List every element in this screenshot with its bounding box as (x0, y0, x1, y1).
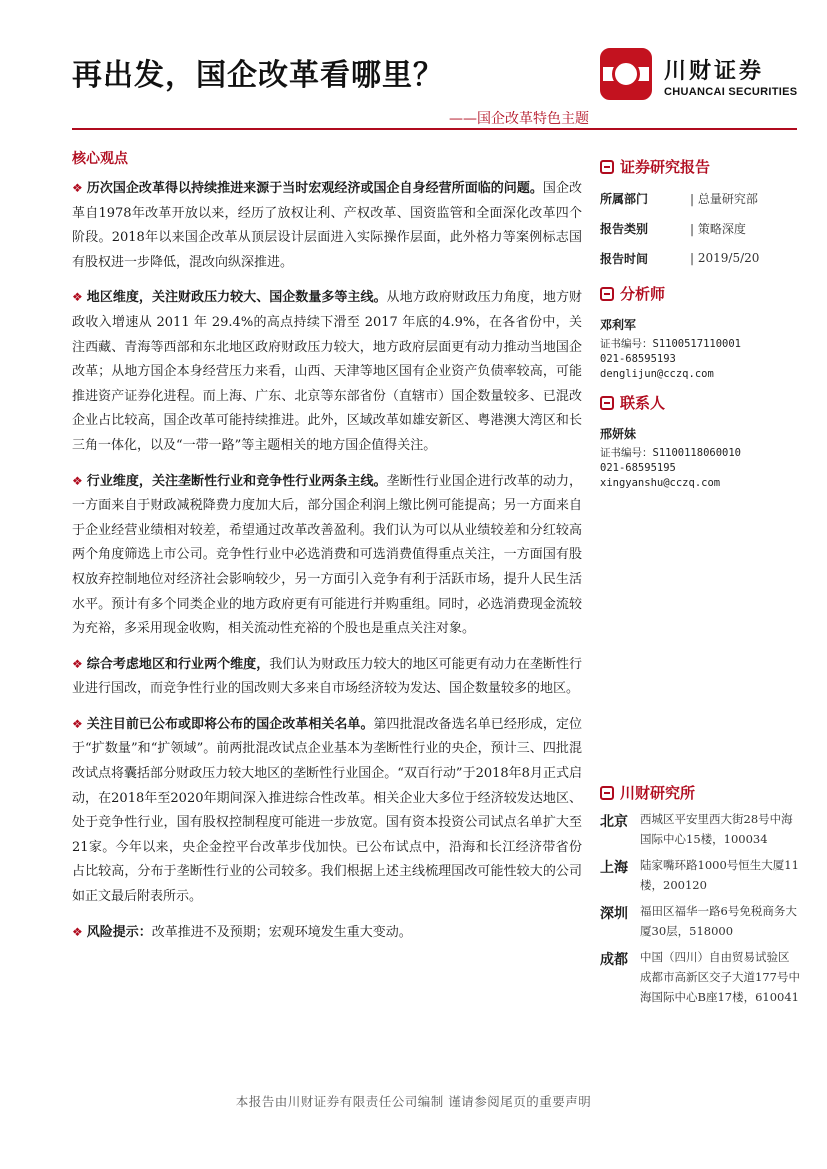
paragraph-lead: 关注目前已公布或即将公布的国企改革相关名单。 (86, 716, 374, 732)
office-address: 中国（四川）自由贸易试验区成都市高新区交子大道177号中海国际中心B座17楼，610041 (640, 950, 800, 1004)
contact-heading-text: 联系人 (620, 394, 666, 412)
logo-mark-icon (600, 48, 652, 100)
analyst-email[interactable]: denglijun@cczq.com (600, 368, 714, 380)
office-shanghai (600, 855, 800, 895)
analyst-card (600, 316, 800, 382)
paragraph-body: 我们认为财政压力较大的地区可能更有动力在垄断性行业进行国改，而竞争性行业的国改则大多来自市场经济较为发达、国企数量较多的地区。 (72, 656, 582, 697)
report-icon (600, 160, 614, 174)
diamond-bullet-icon: ❖ (72, 656, 83, 671)
office-address: 西城区平安里西大街28号中海国际中心15楼，100034 (640, 812, 793, 846)
paragraph-lead: 综合考虑地区和行业两个维度， (86, 656, 270, 672)
contact-icon (600, 396, 614, 410)
office-city: 成都 (600, 952, 628, 968)
paragraph-body: 改革推进不及预期；宏观环境发生重大变动。 (151, 924, 412, 940)
report-subtitle: ——国企改革特色主题 (449, 111, 589, 127)
diamond-bullet-icon: ❖ (72, 924, 83, 939)
paragraph-lists (72, 712, 582, 910)
analyst-name: 邓利军 (600, 318, 637, 332)
contact-cert: 证书编号：S1100118060010 (600, 447, 742, 459)
paragraph-body: 国企改革自1978年改革开放以来，经历了放权让利、产权改革、国资监管和全面深化改革四个阶段。2018年以来国企改革从顶层设计层面进入实际操作层面，此外格力等案例标志国有股权进一步降低，混改向纵深推进。 (72, 181, 582, 270)
contact-phone: 021-68595195 (600, 462, 676, 474)
info-row-department (600, 183, 800, 213)
paragraph-body: 垄断性行业国企进行改革的动力，一方面来自于财政减税降费力度加大后，部分国企利润上缴比例可能提高；另一方面来自于企业经营业绩相对较差，希望通过改革改善盈利。我们认为可以从业绩较差和分红较高两个角度筛选上市公司。竞争性行业中必选消费和可选消费值得重点关注，一方面国有股权放弃控制地位对经济社会影响较少，另一方面引入竞争有利于活跃市场，提升人民生活水平。预计有多个同类企业的地方政府更有可能进行并购重组。同时，必选消费现金流较为充裕，多采用现金收购，相关流动性充裕的个股也是重点关注对象。 (72, 473, 582, 637)
header-divider (72, 128, 797, 130)
paragraph-lead: 风险提示： (86, 924, 152, 940)
institute-icon (600, 786, 614, 800)
paragraph-lead: 行业维度，关注垄断性行业和竞争性行业两条主线。 (86, 473, 387, 489)
analyst-cert: 证书编号：S1100517110001 (600, 338, 742, 350)
office-city: 深圳 (600, 906, 628, 922)
logo-english-name: CHUANCAI SECURITIES (664, 86, 798, 98)
info-key: 报告时间 (600, 251, 649, 266)
paragraph-body: 第四批混改备选名单已经形成，定位于“扩数量”和“扩领域”。前两批混改试点企业基本为垄断性行业的央企，预计三、四批混改试点将囊括部分财政压力较大地区的垄断性行业国企。“双百行动”于2018年8月正式启动，在2018年至2020年期间深入推进综合性改革。相关企业大多位于经济较发达地区、处于竞争性行业，国有股权控制程度可能进一步放宽。国有资本投资公司试点名单扩大至21家。今年以来，央企金控平台改革步伐加快。已公布试点中，沿海和长江经济带省份占比较高，分布于垄断性行业的公司较多。我们根据上述主线梳理国改可能性较大的公司如正文最后附表所示。 (72, 716, 582, 905)
institute-heading (600, 782, 800, 803)
paragraph-region (72, 285, 582, 458)
info-key: 报告类别 (600, 221, 649, 236)
info-key: 所属部门 (600, 191, 649, 206)
core-views-heading: 核心观点 (72, 151, 128, 167)
office-city: 北京 (600, 814, 628, 830)
office-chengdu (600, 947, 800, 1007)
logo-chinese-name: 川财证券 (664, 59, 765, 84)
diamond-bullet-icon: ❖ (72, 181, 83, 195)
paragraph-combined (72, 652, 582, 702)
institute-offices (600, 782, 800, 1007)
office-address: 福田区福华一路6号免税商务大厦30层，518000 (640, 904, 797, 938)
institute-heading-text: 川财研究所 (620, 784, 696, 802)
analyst-heading (600, 283, 800, 304)
info-value: | 总量研究部 (690, 191, 758, 206)
sidebar (600, 156, 800, 501)
contact-name: 邢妍妹 (600, 427, 637, 441)
info-row-date (600, 243, 800, 273)
paragraph-lead: 历次国企改革得以持续推进来源于当时宏观经济或国企自身经营所面临的问题。 (86, 181, 543, 196)
office-city: 上海 (600, 860, 628, 876)
diamond-bullet-icon: ❖ (72, 290, 83, 305)
diamond-bullet-icon: ❖ (72, 473, 83, 488)
paragraph-history (72, 176, 582, 275)
office-beijing (600, 809, 800, 849)
contact-card (600, 425, 800, 491)
contact-email[interactable]: xingyanshu@cczq.com (600, 477, 721, 489)
analyst-phone: 021-68595193 (600, 353, 676, 365)
office-address: 陆家嘴环路1000号恒生大厦11楼，200120 (640, 858, 799, 892)
info-value: | 策略深度 (690, 221, 746, 236)
page-title: 再出发，国企改革看哪里？ (72, 58, 444, 93)
contact-heading (600, 392, 800, 413)
paragraph-industry (72, 469, 582, 642)
paragraph-risk (72, 920, 582, 946)
analyst-heading-text: 分析师 (620, 285, 666, 303)
office-shenzhen (600, 901, 800, 941)
footer-disclaimer: 本报告由川财证券有限责任公司编制 谨请参阅尾页的重要声明 (235, 1094, 592, 1109)
paragraph-lead: 地区维度，关注财政压力较大、国企数量多等主线。 (86, 290, 387, 306)
diamond-bullet-icon: ❖ (72, 716, 83, 731)
company-logo (600, 48, 800, 104)
report-heading-text: 证券研究报告 (620, 158, 711, 176)
info-row-type (600, 213, 800, 243)
analyst-icon (600, 287, 614, 301)
core-views-section (72, 148, 582, 955)
info-value: | 2019/5/20 (690, 251, 760, 265)
paragraph-body: 从地方政府财政压力角度，地方财政收入增速从 2011 年 29.4%的高点持续下滑至 2017 年底的4.9%，在各省份中，关注西藏、青海等西部和东北地区政府财政压力较大，地方政府层面更有动力推动当地国企改革；从地方国企本身经营压力来看，山西、天津等地区国有企业资产负债率较高，可能推进资产证券化进程。而上海、广东、北京等东部省份（直辖市）国企数量较多、已混改企业占比较高，国企改革可能持续推进。此外，区域改革如雄安新区、粤港澳大湾区和长三角一体化，以及“一带一路”等主题相关的地方国企值得关注。 (72, 290, 582, 453)
report-heading (600, 156, 800, 177)
